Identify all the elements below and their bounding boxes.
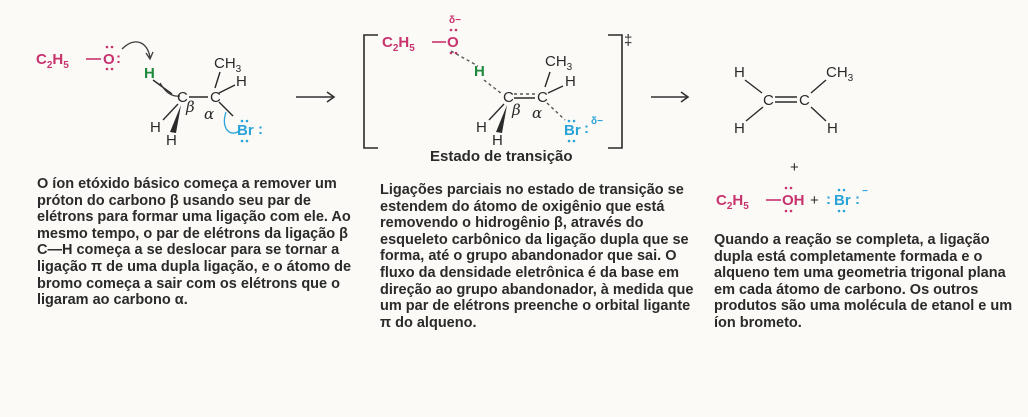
alkene-carbon-1: C xyxy=(763,92,774,109)
alkene-carbon-2: C xyxy=(799,92,810,109)
ts-wedge-bond xyxy=(496,105,507,133)
bromine-atom: Br xyxy=(237,122,254,139)
plus-sign-1: + xyxy=(790,159,799,176)
ts-c-br-partial xyxy=(547,103,565,120)
ts-bromine-dots: : xyxy=(584,120,589,137)
curved-arrow-o-to-h xyxy=(122,42,150,58)
ts-beta-label: β xyxy=(512,101,521,119)
ts-c-ch3-bond xyxy=(545,72,550,87)
ts-oxygen-delta: δ− xyxy=(449,15,461,26)
alkene-h-bottom-right: H xyxy=(827,120,838,137)
alkene-bond-1 xyxy=(745,80,762,93)
ethanol-ethyl: $C_2H_5$ xyxy=(716,192,749,212)
bromine-dots: : xyxy=(258,121,263,138)
ethyl-group: $C_2H_5$ xyxy=(36,51,69,71)
ts-h-wedge: H xyxy=(492,132,503,149)
ts-oxygen: O xyxy=(447,34,459,51)
alpha-label: α xyxy=(204,105,215,123)
ts-c-h-alpha-bond xyxy=(548,86,563,93)
product-ethanol-bromide xyxy=(716,186,868,212)
alkene-h-bottom-left: H xyxy=(734,120,745,137)
ts-carbon-alpha: C xyxy=(537,89,548,106)
transition-state-label: Estado de transição xyxy=(430,148,573,165)
reactant-ethoxide xyxy=(36,42,153,71)
bromide-ion: Br xyxy=(834,192,851,209)
oxygen-atom: O xyxy=(103,51,115,68)
beta-h-left: H xyxy=(150,119,161,136)
c-h-alpha-bond xyxy=(219,85,235,93)
double-dagger: ‡ xyxy=(624,32,633,49)
bromide-left-dots: : xyxy=(826,191,831,208)
reactant-alkyl-bromide xyxy=(144,55,263,149)
alpha-hydrogen: H xyxy=(236,73,247,90)
bromide-charge: − xyxy=(862,186,868,197)
ts-beta-hydrogen: H xyxy=(474,63,485,80)
methyl-group: $CH_3$ xyxy=(214,55,242,75)
alkene-methyl: $CH_3$ xyxy=(826,64,854,84)
oxygen-charge: : xyxy=(116,50,121,67)
beta-label: β xyxy=(186,98,195,116)
transition-state xyxy=(382,15,603,149)
ts-alpha-hydrogen: H xyxy=(565,73,576,90)
ts-carbon-beta: C xyxy=(503,89,514,106)
reaction-arrow-1 xyxy=(296,92,334,102)
ts-bromine: Br xyxy=(564,122,581,139)
beta-h-wedge: H xyxy=(166,132,177,149)
ts-h-left: H xyxy=(476,119,487,136)
alkene-bond-2 xyxy=(746,107,763,121)
ts-methyl: $CH_3$ xyxy=(545,53,573,73)
alkene-h-top-left: H xyxy=(734,64,745,81)
bromide-right-dots: : xyxy=(855,191,860,208)
ts-c-h-left-bond xyxy=(489,104,504,120)
reaction-arrow-2 xyxy=(651,92,688,102)
wedge-bond xyxy=(170,105,181,133)
c-ch3-bond xyxy=(215,72,220,88)
ts-bromine-delta: δ− xyxy=(591,116,603,127)
product-alkene xyxy=(734,64,854,137)
ethanol-oh: OH xyxy=(782,192,805,209)
alkene-bond-4 xyxy=(811,107,826,121)
caption-products: Quando a reação se completa, a ligação dupla está completamente formada e o alqueno tem uma geometria trigonal plana em cada átomo de carbono. Os outros produtos são uma molécula de etanol e um íon brometo. xyxy=(714,232,1013,331)
plus-sign-2: + xyxy=(810,192,819,209)
carbon-beta: C xyxy=(177,89,188,106)
ts-c-h-partial xyxy=(484,80,502,94)
ts-ethyl-group: $C_2H_5$ xyxy=(382,34,415,54)
beta-hydrogen: H xyxy=(144,65,155,82)
alkene-bond-3 xyxy=(811,80,826,93)
caption-transition-state: Ligações parciais no estado de transição se estendem do átomo de oxigênio que está removendo o hidrogênio β, através do esqueleto carbônico da ligação dupla que se forma, até o grupo abandonador que sai. O fluxo da densidade eletrônica é da base em direção ao grupo abandonador, à medida que um par de elétrons preenche o orbital ligante π do alqueno. xyxy=(380,182,694,331)
c-h-left-bond xyxy=(163,104,178,120)
carbon-alpha: C xyxy=(210,89,221,106)
ts-alpha-label: α xyxy=(532,104,543,122)
caption-reactants: O íon etóxido básico começa a remover um próton do carbono β usando seu par de elétrons para formar uma ligação com ele. Ao mesmo tempo, o par de elétrons da ligação β C—H começa a se deslocar para se tornar a ligação π de uma dupla ligação, e o átomo de bromo começa a sair com os elétrons que o ligaram ao carbono α. xyxy=(37,176,352,309)
